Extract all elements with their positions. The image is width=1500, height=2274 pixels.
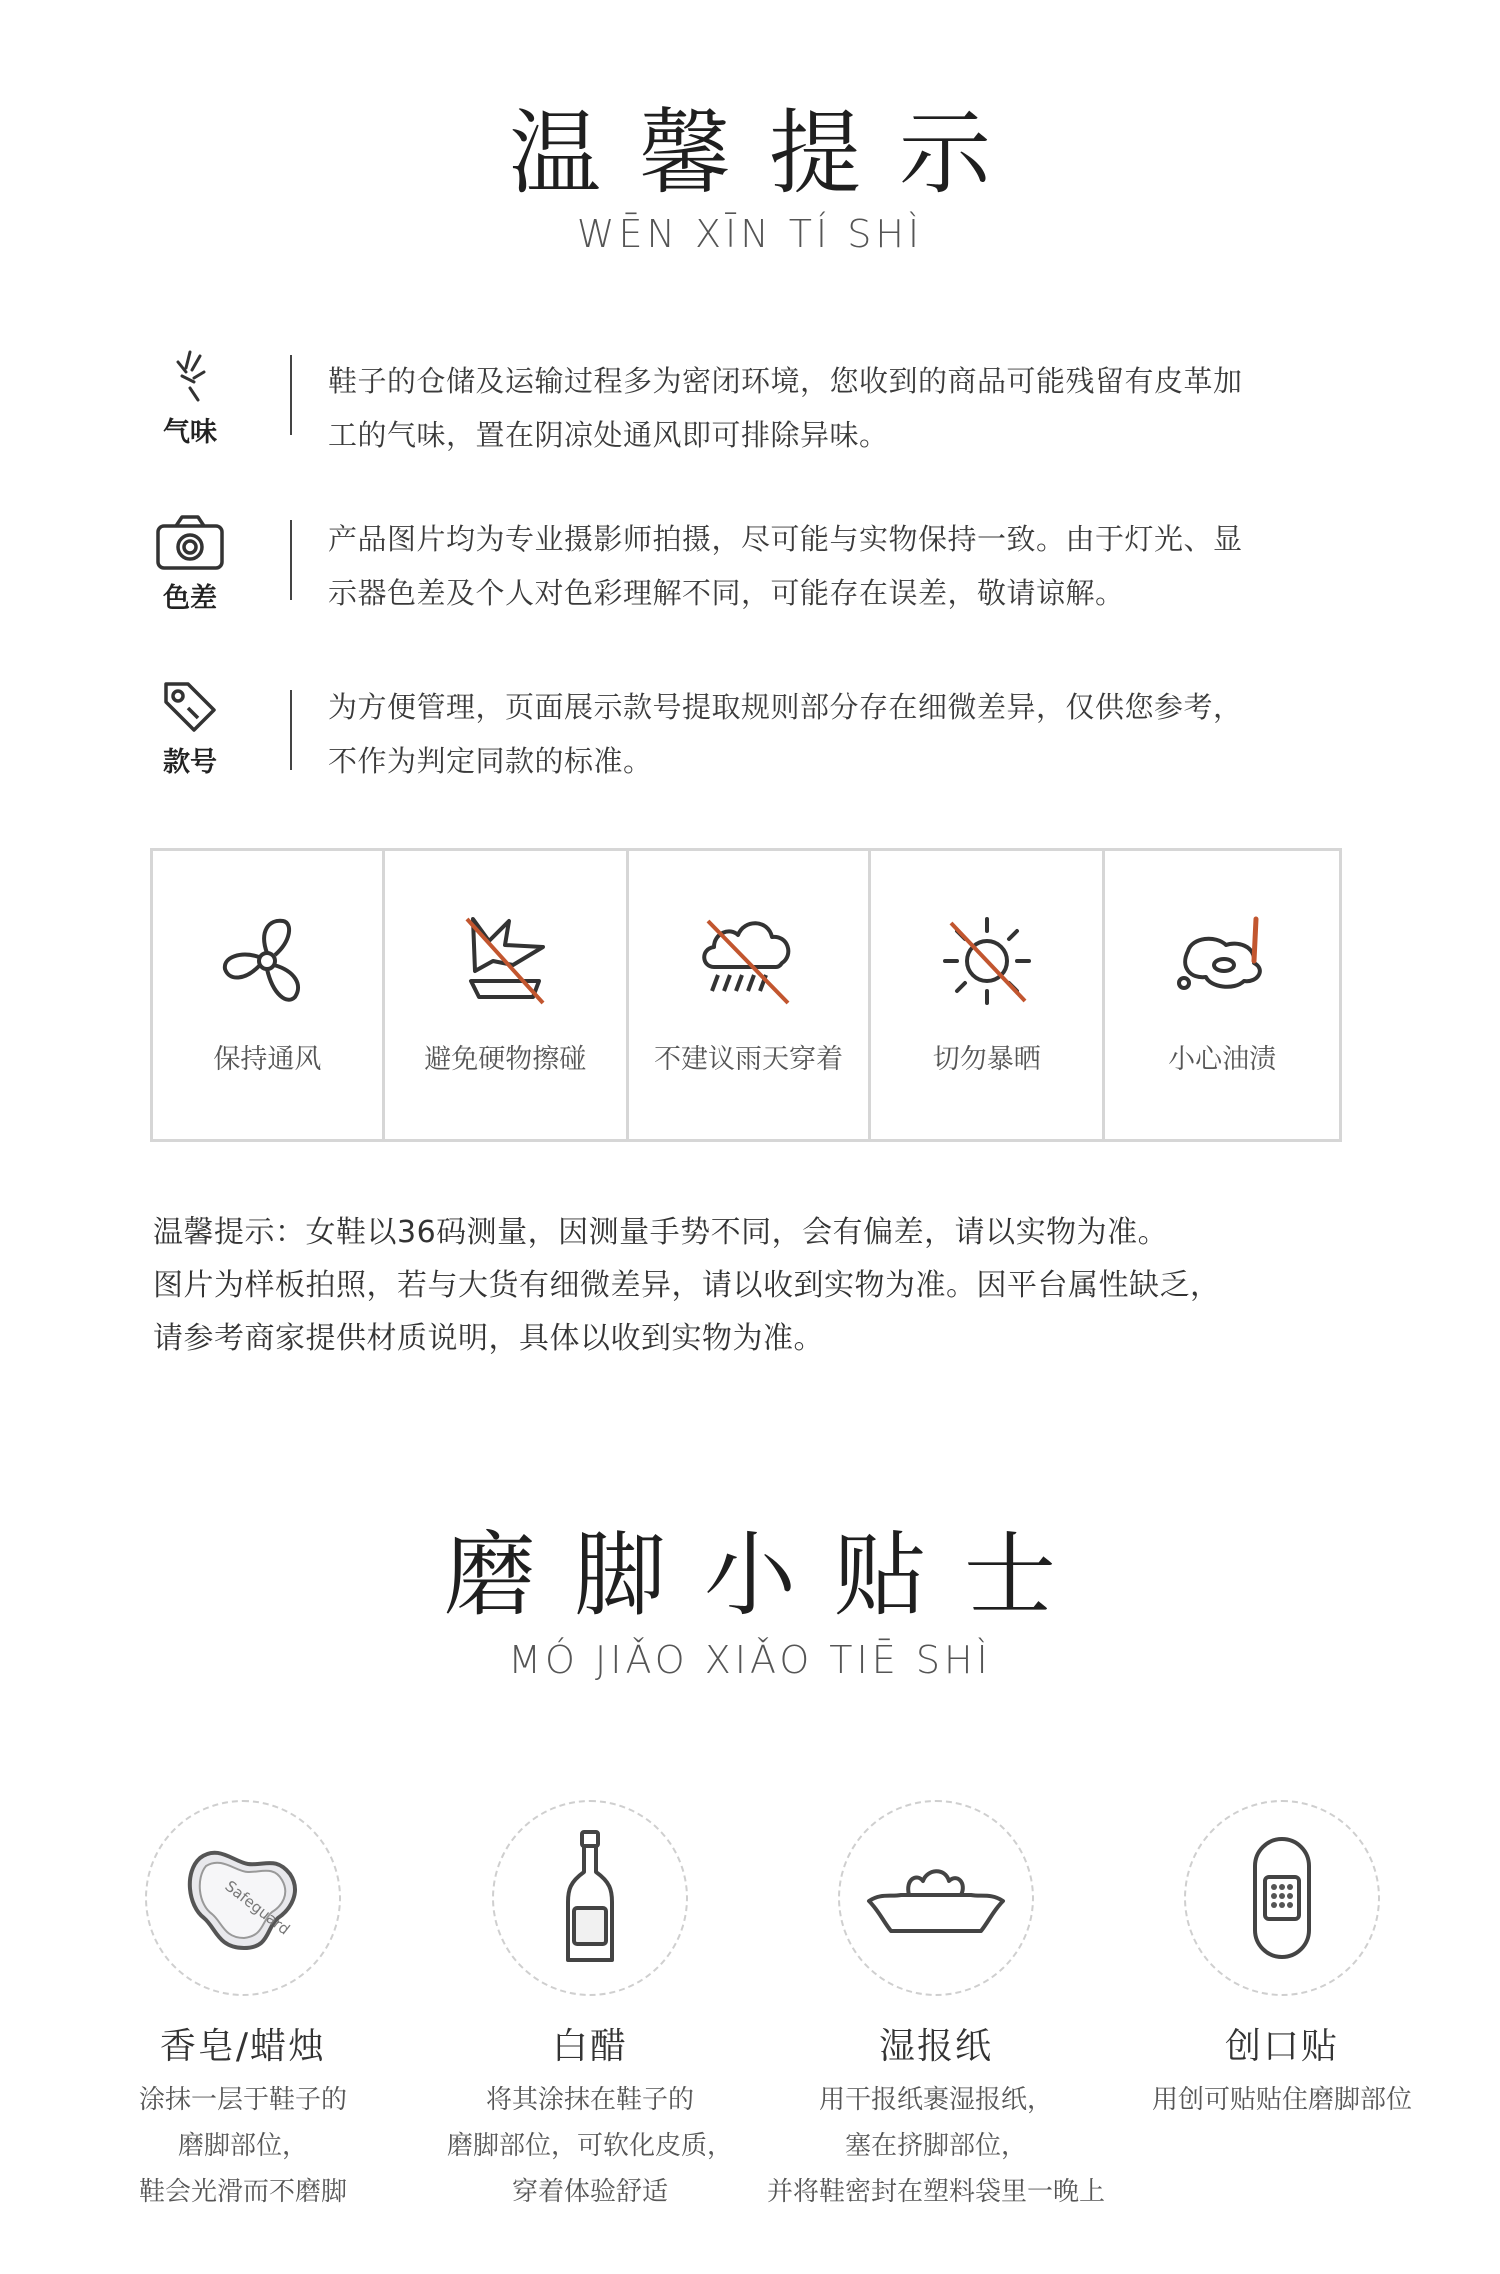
tag-icon [158,678,222,736]
care-item [153,851,385,1139]
bandage-icon [1247,1833,1317,1963]
tip-desc [1112,2077,1452,2123]
oil-stain-icon [1170,911,1274,1011]
care-label: 保持通风 [213,1044,322,1075]
tips-pinyin: MÓ JIǍO XIǍO TIĒ SHÌ [508,1638,992,1682]
tip-desc-line: 并将鞋密封在塑料袋里一晚上 [766,2177,1105,2207]
fan-icon [217,911,317,1011]
notice-title: 温馨提示 [508,100,1029,207]
tip-title: 创口贴 [1224,2026,1339,2067]
tip-icon-circle [838,1800,1034,1996]
tip-item [73,1800,413,2215]
tip-item [766,1800,1106,2215]
no-sun-icon [937,911,1037,1011]
care-label: 小心油渍 [1168,1044,1277,1075]
tip-desc-line: 穿着体验舒适 [511,2177,668,2207]
tip-desc-line: 磨脚部位，可软化皮质， [446,2131,733,2161]
tip-title: 白醋 [551,2026,628,2067]
care-label: 不建议雨天穿着 [653,1044,843,1075]
tip-desc [420,2077,760,2215]
tip-icon-circle [492,1800,688,1996]
style-label: 款号 [163,747,217,778]
tip-desc [73,2077,413,2215]
tips-title: 磨脚小贴士 [443,1522,1094,1629]
style-row-icon [140,678,240,779]
color-text-line: 示器色差及个人对色彩理解不同，可能存在误差，敬请谅解。 [328,576,1125,610]
camera-icon [154,512,226,572]
tip-title: 香皂/蜡烛 [159,2026,327,2067]
care-item [871,851,1105,1139]
footnote-line: 请参考商家提供材质说明，具体以收到实物为准。 [153,1321,824,1356]
no-impact-icon [453,911,557,1011]
tip-desc-line: 塞在挤脚部位， [844,2131,1027,2161]
style-text-line: 不作为判定同款的标准。 [328,744,653,778]
no-rain-icon [696,911,800,1011]
color-row-icon [140,512,240,615]
care-label: 避免硬物擦碰 [424,1044,587,1075]
care-item [1105,851,1339,1139]
newspaper-icon [861,1853,1011,1943]
tip-desc-line: 用创可贴贴住磨脚部位 [1151,2085,1412,2115]
color-text [328,512,1368,620]
care-item [629,851,872,1139]
care-grid [150,848,1342,1142]
footnote-line: 温馨提示：女鞋以36码测量，因测量手势不同，会有偏差，请以实物为准。 [153,1215,1169,1250]
smell-row-icon [140,348,240,449]
tip-desc-line: 用干报纸裹湿报纸， [818,2085,1053,2115]
tip-desc-line: 磨脚部位， [177,2131,308,2161]
care-item [385,851,629,1139]
style-text-line: 为方便管理，页面展示款号提取规则部分存在细微差异，仅供您参考， [328,690,1243,724]
divider [290,520,292,600]
tip-desc [766,2077,1106,2215]
divider [290,690,292,770]
tip-desc-line: 将其涂抹在鞋子的 [485,2085,694,2115]
tip-item [1112,1800,1452,2123]
tip-icon-circle [1184,1800,1380,1996]
tip-icon-circle [145,1800,341,1996]
tip-item [420,1800,760,2215]
vinegar-bottle-icon [560,1828,620,1968]
footnote-line: 图片为样板拍照，若与大货有细微差异，请以收到实物为准。因平台属性缺乏， [153,1268,1221,1303]
footnote [153,1206,1373,1365]
smell-text [328,354,1368,462]
tip-desc-line: 鞋会光滑而不磨脚 [138,2177,347,2207]
color-text-line: 产品图片均为专业摄影师拍摄，尽可能与实物保持一致。由于灯光、显 [328,522,1243,556]
soap-brand-text: Safeguard [221,1876,294,1939]
style-text [328,680,1368,788]
divider [290,355,292,435]
smell-icon [160,348,220,406]
smell-label: 气味 [163,417,217,448]
tip-title: 湿报纸 [878,2026,993,2067]
smell-text-line: 工的气味，置在阴凉处通风即可排除异味。 [328,418,889,452]
tip-desc-line: 涂抹一层于鞋子的 [138,2085,347,2115]
soap-icon [178,1838,308,1958]
care-label: 切勿暴晒 [932,1044,1041,1075]
smell-text-line: 鞋子的仓储及运输过程多为密闭环境，您收到的商品可能残留有皮革加 [328,364,1243,398]
notice-pinyin: WĒN XĪN TÍ SHÌ [576,212,924,256]
color-label: 色差 [163,583,217,614]
